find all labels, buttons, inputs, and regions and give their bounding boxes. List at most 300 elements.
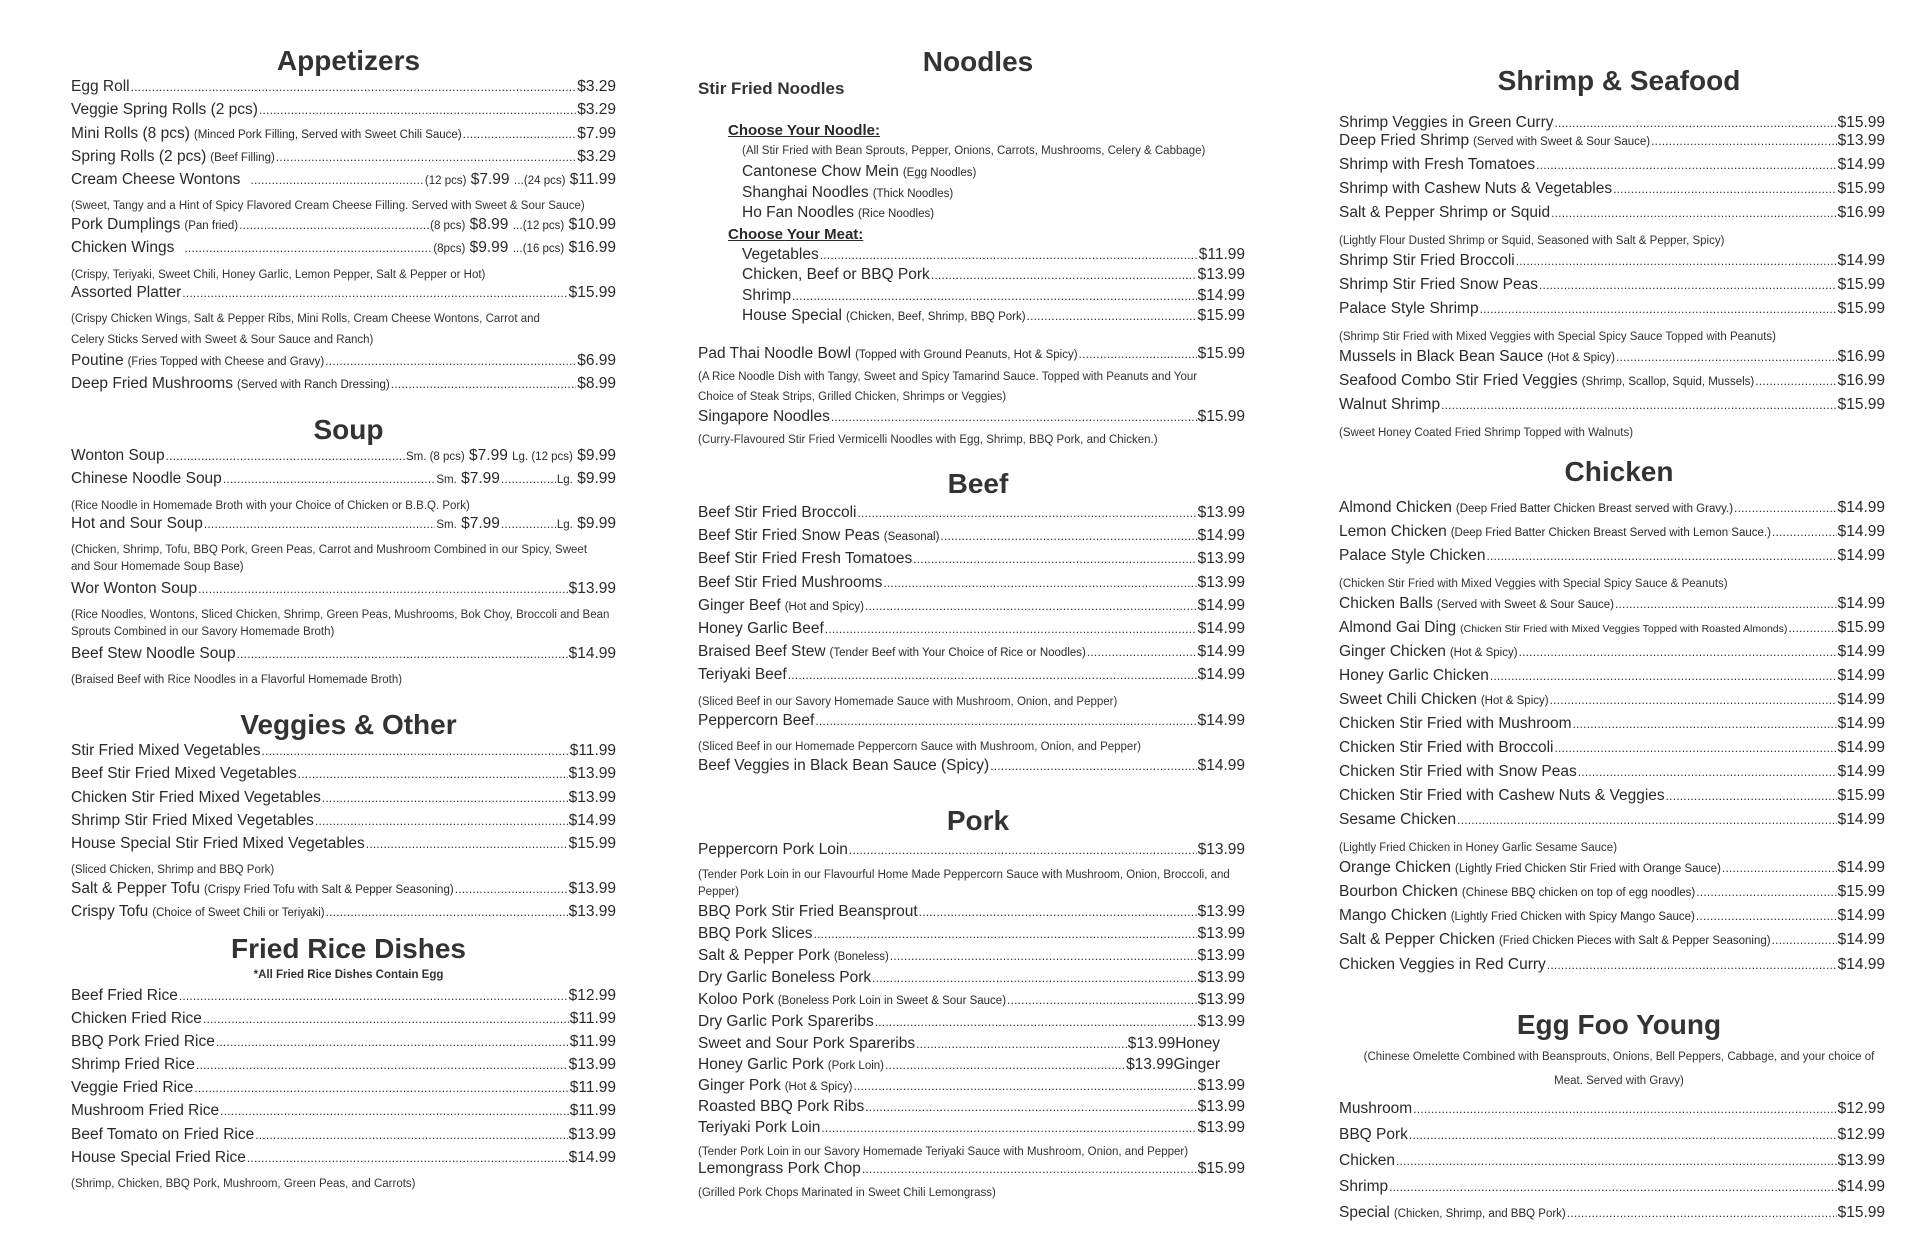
dot-leader xyxy=(262,743,569,759)
section-note: Meat. Served with Gravy) xyxy=(1554,1074,1684,1087)
menu-item xyxy=(71,126,616,149)
item-price: $13.99Ginger xyxy=(1126,1056,1220,1073)
item-price: $13.99 xyxy=(1197,1013,1245,1030)
menu-item xyxy=(742,288,1245,309)
item-description: (Choice of Sweet Chili or Teriyaki) xyxy=(152,907,325,920)
dot-leader xyxy=(913,551,1196,567)
dot-leader xyxy=(166,448,405,464)
item-description: (Chicken Stir Fried with Mixed Veggies Topped with Roasted Almonds) xyxy=(1460,623,1788,635)
menu-item xyxy=(1339,860,1885,884)
item-note: (Sliced Beef in our Savory Homemade Sauce with Mushroom, Onion, and Pepper) xyxy=(698,695,1118,708)
menu-item xyxy=(698,992,1245,1014)
menu-item xyxy=(698,842,1245,864)
menu-item xyxy=(71,149,616,172)
dot-leader xyxy=(366,836,568,852)
item-price: $11.99 xyxy=(569,1079,616,1097)
item-note: (Tender Pork Loin in our Flavourful Home Made Peppercorn Sauce with Mushroom, Onion, Broccoli, and xyxy=(698,869,1230,881)
dot-leader xyxy=(131,79,577,95)
item-name: Shrimp Veggies in Green Curry xyxy=(1339,114,1554,131)
item-name: Sweet and Sour Pork Spareribs xyxy=(698,1035,916,1052)
menu-item xyxy=(1339,373,1885,397)
item-price: $14.99 xyxy=(568,644,616,662)
item-description: (Rice Noodles) xyxy=(858,208,935,220)
item-name: Palace Style Chicken xyxy=(1339,547,1486,564)
item-name: Ginger Pork xyxy=(698,1077,781,1094)
item-price: $13.99 xyxy=(1197,1119,1245,1136)
item-price: $16.99 xyxy=(1837,372,1885,389)
item-name: Spring Rolls (2 pcs) xyxy=(71,147,207,165)
section-title: Soup xyxy=(313,414,384,445)
item-name: Pork Dumplings xyxy=(71,215,181,233)
menu-item xyxy=(1339,277,1885,301)
section-subnote: *All Fried Rice Dishes Contain Egg xyxy=(253,969,444,981)
item-price: $14.99 xyxy=(568,1148,616,1166)
item-name: Walnut Shrimp xyxy=(1339,396,1441,413)
item-price: $13.99 xyxy=(1197,947,1245,964)
dot-leader xyxy=(831,409,1197,425)
dot-leader xyxy=(463,126,577,142)
item-description: (Chicken, Beef, Shrimp, BBQ Pork) xyxy=(845,311,1026,324)
dot-leader xyxy=(1615,596,1837,612)
dot-leader xyxy=(815,713,1196,729)
item-name: Teriyaki Beef xyxy=(698,666,787,684)
menu-item xyxy=(71,516,616,539)
item-name: Special xyxy=(1339,1203,1390,1221)
item-name: Beef Fried Rice xyxy=(71,987,178,1004)
item-price-detail: (16 pcs) xyxy=(522,243,565,256)
menu-item xyxy=(1339,740,1885,764)
dot-leader xyxy=(1554,740,1836,756)
item-note: (A Rice Noodle Dish with Tangy, Sweet and Spicy Tamarind Sauce. Topped with Peanuts and Your xyxy=(698,371,1198,383)
menu-item xyxy=(71,1034,616,1057)
item-name: Chicken Stir Fried Mixed Vegetables xyxy=(71,788,321,806)
item-description: (Boneless Pork Loin in Sweet & Sour Sauce) xyxy=(777,995,1007,1007)
menu-list xyxy=(698,842,1245,1202)
item-description: (Shrimp, Scallop, Squid, Mussels) xyxy=(1581,376,1755,388)
item-name: Shrimp Stir Fried Broccoli xyxy=(1339,252,1515,269)
item-price: $15.99 xyxy=(1837,619,1885,636)
dot-leader xyxy=(853,1078,1196,1094)
item-note: (Grilled Pork Chops Marinated in Sweet Chili Lemongrass) xyxy=(698,1187,996,1199)
fried-rice-section xyxy=(71,935,616,1194)
item-name: Chicken Fried Rice xyxy=(71,1010,202,1028)
item-price-detail: $7.99 xyxy=(461,470,500,488)
item-price: $13.99 xyxy=(1197,1098,1245,1115)
item-name: House Special Stir Fried Mixed Vegetables xyxy=(71,835,365,853)
dot-leader xyxy=(315,813,568,829)
item-description: (Crispy Fried Tofu with Salt & Pepper Seasoning) xyxy=(203,883,454,896)
dot-leader xyxy=(792,288,1196,304)
item-price: $13.99Honey xyxy=(1127,1035,1220,1052)
item-name: Dry Garlic Pork Spareribs xyxy=(698,1013,874,1030)
dot-leader xyxy=(184,240,432,256)
menu-item xyxy=(1339,884,1885,908)
item-name: Chicken Stir Fried with Snow Peas xyxy=(1339,763,1577,780)
item-note: (Crispy Chicken Wings, Salt & Pepper Ribs, Mini Rolls, Cream Cheese Wontons, Carrot and xyxy=(71,313,540,326)
dot-leader xyxy=(1755,373,1836,389)
item-description: (Deep Fried Batter Chicken Breast Served with Lemon Sauce.) xyxy=(1450,527,1771,539)
menu-item xyxy=(71,79,616,102)
item-note: (All Stir Fried with Bean Sprouts, Pepper, Onions, Carrots, Mushrooms, Celery & Cabbage) xyxy=(742,145,1206,157)
item-note: Celery Sticks Served with Sweet & Sour Sauce and Ranch) xyxy=(71,334,374,347)
item-note: (Shrimp Stir Fried with Mixed Veggies with Special Spicy Sauce Topped with Peanuts) xyxy=(1339,331,1776,343)
item-description: (Served with Sweet & Sour Sauce) xyxy=(1473,136,1651,148)
menu-list xyxy=(71,988,616,1194)
item-description: (Boneless) xyxy=(833,951,889,963)
dot-leader xyxy=(788,667,1197,683)
menu-item xyxy=(1339,1153,1885,1179)
item-name: Seafood Combo Stir Fried Veggies xyxy=(1339,372,1578,389)
item-price-detail: $9.99 xyxy=(577,447,616,464)
item-name: Ginger Beef xyxy=(698,596,781,614)
item-price: $15.99 xyxy=(1837,883,1885,900)
section-title: Shrimp & Seafood xyxy=(1497,65,1741,96)
item-note: (Sliced Beef in our Homemade Peppercorn Sauce with Mushroom, Onion, and Pepper) xyxy=(698,740,1141,753)
item-name: Chicken Wings xyxy=(71,239,175,257)
menu-item xyxy=(71,240,616,263)
dot-leader xyxy=(1613,181,1836,197)
menu-item xyxy=(1339,957,1885,981)
menu-item xyxy=(71,904,616,927)
dot-leader xyxy=(247,1150,568,1166)
dot-leader xyxy=(250,172,423,188)
item-price-detail: (8pcs) xyxy=(433,243,466,256)
menu-item xyxy=(698,1014,1245,1036)
item-name: Egg Roll xyxy=(71,78,130,95)
dot-leader xyxy=(391,376,576,392)
dot-leader xyxy=(885,1057,1125,1073)
menu-item xyxy=(71,448,616,471)
section-note: (Chinese Omelette Combined with Beansprouts, Onions, Bell Peppers, Cabbage, and your choice of xyxy=(1363,1051,1875,1063)
item-price: $12.99 xyxy=(1837,1099,1885,1117)
item-price: $14.99 xyxy=(1837,252,1885,269)
dot-leader xyxy=(1389,1179,1836,1195)
menu-item xyxy=(1339,500,1885,524)
item-name: Mushroom Fried Rice xyxy=(71,1102,220,1120)
soup-section xyxy=(71,416,616,690)
item-note: and Sour Homemade Soup Base) xyxy=(71,561,244,574)
dot-leader xyxy=(204,516,435,532)
item-name: Assorted Platter xyxy=(71,284,182,302)
item-price: $11.99 xyxy=(569,1010,616,1028)
item-name: Bourbon Chicken xyxy=(1339,883,1458,900)
item-name: House Special Fried Rice xyxy=(71,1148,246,1166)
item-price: $13.99 xyxy=(1197,991,1245,1008)
item-price-detail: $9.99 xyxy=(469,239,509,257)
item-name: Wor Wonton Soup xyxy=(71,579,198,597)
dot-leader xyxy=(1550,692,1837,708)
menu-item xyxy=(1339,1127,1885,1153)
item-note: Pepper) xyxy=(698,886,739,898)
item-description: (Chinese BBQ chicken on top of egg noodles) xyxy=(1461,887,1696,899)
item-price-detail: Sm. xyxy=(436,519,457,532)
item-note: (Sliced Chicken, Shrimp and BBQ Pork) xyxy=(71,864,275,877)
item-price: $11.99 xyxy=(569,1033,616,1051)
item-price: $15.99 xyxy=(1197,307,1245,325)
menu-item xyxy=(71,813,616,836)
menu-item xyxy=(698,575,1245,598)
dot-leader xyxy=(883,575,1196,591)
item-note: (Lightly Flour Dusted Shrimp or Squid, Seasoned with Salt & Pepper, Spicy) xyxy=(1339,235,1725,247)
item-price-detail: $9.99 xyxy=(577,515,616,533)
dot-leader xyxy=(1555,115,1837,131)
veggies-section xyxy=(71,711,616,928)
menu-item xyxy=(698,1099,1245,1120)
section-title: Egg Foo Young xyxy=(1516,1009,1722,1040)
item-name: Stir Fried Mixed Vegetables xyxy=(71,742,261,759)
item-price: $14.99 xyxy=(1837,156,1885,173)
item-price: $15.99 xyxy=(1197,1160,1245,1177)
item-price: $13.99 xyxy=(1197,841,1245,858)
dot-leader xyxy=(220,1103,569,1119)
item-price: $15.99 xyxy=(1837,1203,1885,1221)
item-price: $14.99 xyxy=(1837,499,1885,516)
dot-leader xyxy=(865,598,1197,614)
menu-item xyxy=(1339,1179,1885,1205)
item-price: $14.99 xyxy=(1837,1177,1885,1195)
item-price: $3.29 xyxy=(577,101,616,119)
item-price: $13.99 xyxy=(1837,1151,1885,1169)
item-note: (Sweet Honey Coated Fried Shrimp Topped with Walnuts) xyxy=(1339,427,1634,439)
dot-leader xyxy=(194,1080,568,1096)
noodle-type xyxy=(742,164,1248,185)
menu-item xyxy=(698,713,1245,736)
item-price: $14.99 xyxy=(1837,523,1885,540)
dot-leader xyxy=(455,881,568,897)
item-note: (Braised Beef with Rice Noodles in a Flavorful Homemade Broth) xyxy=(71,673,403,686)
dot-leader xyxy=(1788,620,1836,636)
item-price-detail: Lg. xyxy=(556,474,573,487)
item-price: $13.99 xyxy=(568,903,616,921)
menu-item xyxy=(1339,596,1885,620)
item-description: (Egg Noodles) xyxy=(902,167,977,179)
item-name: BBQ Pork Slices xyxy=(698,925,813,942)
item-price-detail: $11.99 xyxy=(569,171,616,189)
dot-leader xyxy=(1536,157,1836,173)
noodles-section xyxy=(698,46,1245,446)
menu-item xyxy=(698,1057,1220,1078)
item-name: Chicken Stir Fried with Cashew Nuts & Veggies xyxy=(1339,787,1665,804)
item-price-detail: $7.99 xyxy=(461,515,500,533)
item-description: (Minced Pork Filling, Served with Sweet Chili Sauce) xyxy=(193,128,462,141)
menu-item xyxy=(698,1120,1245,1141)
item-description: (Thick Noodles) xyxy=(872,187,954,200)
item-note: Sprouts Combined in our Savory Homemade Broth) xyxy=(71,626,335,639)
menu-item xyxy=(1339,716,1885,740)
item-description: (Hot & Spicy) xyxy=(1547,352,1615,364)
item-name: Almond Gai Ding xyxy=(1339,619,1457,636)
dot-leader xyxy=(325,353,576,369)
item-price-detail: $7.99 xyxy=(470,171,510,189)
item-name: Beef Stir Fried Fresh Tomatoes xyxy=(698,550,913,568)
item-price: $15.99 xyxy=(1837,396,1885,413)
menu-item xyxy=(698,409,1245,430)
noodle-options xyxy=(728,122,1248,329)
item-price: $14.99 xyxy=(1837,691,1885,708)
dot-leader xyxy=(322,790,568,806)
item-price: $15.99 xyxy=(1197,345,1245,362)
item-name: Wonton Soup xyxy=(71,447,165,464)
item-name: Ho Fan Noodles xyxy=(742,204,855,221)
item-price: $15.99 xyxy=(1837,300,1885,317)
menu-item xyxy=(1339,1101,1885,1127)
item-name: Deep Fried Mushrooms xyxy=(71,375,233,393)
item-description: (Hot & Spicy) xyxy=(1480,695,1549,707)
item-price: $8.99 xyxy=(577,375,616,393)
menu-item xyxy=(71,766,616,789)
item-description: (Lightly Fried Chicken with Spicy Mango Sauce) xyxy=(1450,911,1695,923)
item-note: (Chicken, Shrimp, Tofu, BBQ Pork, Green Peas, Carrot and Mushroom Combined in our Spicy, Sweet xyxy=(71,544,588,557)
menu-item xyxy=(698,644,1245,667)
item-description: (Fried Chicken Pieces with Salt & Pepper Seasoning) xyxy=(1498,935,1771,947)
item-price: $16.99 xyxy=(1837,204,1885,221)
menu-item xyxy=(1339,157,1885,181)
dot-leader xyxy=(821,1120,1196,1136)
item-price: $14.99 xyxy=(1837,811,1885,828)
item-name: Shrimp xyxy=(742,286,792,304)
item-price: $13.99 xyxy=(568,1056,616,1074)
dot-leader xyxy=(298,766,568,782)
item-price: $15.99 xyxy=(1197,408,1245,425)
dot-leader xyxy=(198,581,567,597)
item-description: (Deep Fried Batter Chicken Breast served with Gravy.) xyxy=(1455,503,1734,515)
section-subtitle: Stir Fried Noodles xyxy=(698,79,845,98)
item-name: Chicken Balls xyxy=(1339,595,1433,612)
dot-leader xyxy=(501,471,556,487)
menu-item xyxy=(1339,548,1885,572)
item-price: $14.99 xyxy=(1837,859,1885,876)
item-price: $3.29 xyxy=(577,147,616,165)
item-price: $13.99 xyxy=(1197,266,1245,284)
dot-leader xyxy=(1573,716,1837,732)
item-name: Cantonese Chow Mein xyxy=(742,163,899,180)
menu-item xyxy=(71,581,616,604)
menu-item xyxy=(698,1036,1220,1057)
menu-item xyxy=(1339,181,1885,205)
dot-leader xyxy=(849,842,1197,858)
item-name: BBQ Pork xyxy=(1339,1125,1408,1143)
section-title: Fried Rice Dishes xyxy=(231,933,466,964)
item-description: (Tender Beef with Your Choice of Rice or Noodles) xyxy=(829,647,1086,660)
menu-item xyxy=(1339,349,1885,373)
dot-leader xyxy=(1539,277,1837,293)
menu-item xyxy=(1339,764,1885,788)
dot-leader xyxy=(1547,957,1837,973)
section-title: Noodles xyxy=(922,46,1034,77)
menu-item xyxy=(1339,115,1885,133)
dot-leader xyxy=(862,1161,1197,1177)
section-title: Beef xyxy=(947,468,1009,499)
dot-leader xyxy=(1666,788,1837,804)
item-price: $14.99 xyxy=(1837,931,1885,948)
item-price: $15.99 xyxy=(1837,180,1885,197)
item-price: $14.99 xyxy=(1197,666,1245,684)
menu-item xyxy=(698,598,1245,621)
item-name: Ginger Chicken xyxy=(1339,643,1446,660)
dot-leader xyxy=(1651,133,1836,149)
item-price-detail: $9.99 xyxy=(577,470,616,488)
item-price: $13.99 xyxy=(1197,969,1245,986)
dot-leader xyxy=(919,904,1197,920)
dot-leader xyxy=(203,1011,569,1027)
item-name: Roasted BBQ Pork Ribs xyxy=(698,1098,865,1115)
item-description: (Served with Sweet & Sour Sauce) xyxy=(1436,599,1614,611)
dot-leader xyxy=(179,988,568,1004)
menu-item xyxy=(698,970,1245,992)
item-name: Shrimp Stir Fried Snow Peas xyxy=(1339,276,1538,293)
item-name: Crispy Tofu xyxy=(71,903,149,921)
item-name: Salt & Pepper Tofu xyxy=(71,879,200,897)
item-price-detail: (8 pcs) xyxy=(430,219,466,232)
dot-leader xyxy=(1567,1205,1837,1221)
dot-leader xyxy=(1616,349,1837,365)
dot-leader xyxy=(858,505,1197,521)
item-name: Pad Thai Noodle Bowl xyxy=(698,345,852,362)
menu-list xyxy=(1339,500,1885,981)
dot-leader xyxy=(916,1036,1127,1052)
item-price: $14.99 xyxy=(1837,907,1885,924)
item-name: Beef Stew Noodle Soup xyxy=(71,644,236,662)
item-name: Teriyaki Pork Loin xyxy=(698,1119,821,1136)
item-name: Veggie Fried Rice xyxy=(71,1079,194,1097)
item-description: (Topped with Ground Peanuts, Hot & Spicy) xyxy=(855,349,1078,361)
menu-item xyxy=(71,881,616,904)
item-note: Choice of Steak Strips, Grilled Chicken, Shrimps or Veggies) xyxy=(698,391,1007,403)
item-name: Dry Garlic Boneless Pork xyxy=(698,969,872,986)
item-price-detail: $10.99 xyxy=(568,215,616,233)
item-name: Peppercorn Pork Loin xyxy=(698,841,848,858)
item-price: $14.99 xyxy=(1837,956,1885,973)
dot-leader xyxy=(1490,668,1837,684)
item-price: $12.99 xyxy=(1837,1125,1885,1143)
item-price: $7.99 xyxy=(577,124,616,142)
menu-item xyxy=(1339,644,1885,668)
item-name: Salt & Pepper Chicken xyxy=(1339,931,1495,948)
menu-item xyxy=(71,1127,616,1150)
item-name: Honey Garlic Pork xyxy=(698,1056,824,1073)
dot-leader xyxy=(1441,397,1837,413)
item-name: Chicken Stir Fried with Broccoli xyxy=(1339,739,1554,756)
item-price: $15.99 xyxy=(1837,787,1885,804)
dot-leader xyxy=(1734,500,1837,516)
item-name: Shrimp xyxy=(1339,1177,1389,1195)
item-price-detail: (24 pcs) xyxy=(523,175,566,188)
noodle-specials xyxy=(698,346,1245,450)
item-name: Mini Rolls (8 pcs) xyxy=(71,124,190,142)
dot-leader xyxy=(276,149,576,165)
item-name: Shrimp with Cashew Nuts & Vegetables xyxy=(1339,180,1613,197)
item-note: (Rice Noodle in Homemade Broth with your Choice of Chicken or B.B.Q. Pork) xyxy=(71,499,470,512)
item-description: (Pork Loin) xyxy=(827,1060,885,1072)
section-title: Appetizers xyxy=(276,45,421,76)
menu-item xyxy=(1339,668,1885,692)
item-description: (Hot and Spicy) xyxy=(784,600,864,613)
item-price: $13.99 xyxy=(1197,504,1245,521)
item-name: Mussels in Black Bean Sauce xyxy=(1339,348,1544,365)
item-description: (Seasonal) xyxy=(883,531,940,544)
item-name: House Special xyxy=(742,307,842,325)
choose-meat-heading: Choose Your Meat: xyxy=(728,225,864,243)
item-name: Lemongrass Pork Chop xyxy=(698,1160,861,1177)
dot-leader xyxy=(1396,1153,1837,1169)
dot-leader xyxy=(931,267,1197,283)
item-price: $14.99 xyxy=(1837,595,1885,612)
menu-item xyxy=(71,102,616,125)
item-name: Orange Chicken xyxy=(1339,859,1452,876)
item-name: Almond Chicken xyxy=(1339,499,1452,516)
item-name: BBQ Pork Stir Fried Beansprout xyxy=(698,903,918,920)
item-name: Hot and Sour Soup xyxy=(71,515,203,533)
